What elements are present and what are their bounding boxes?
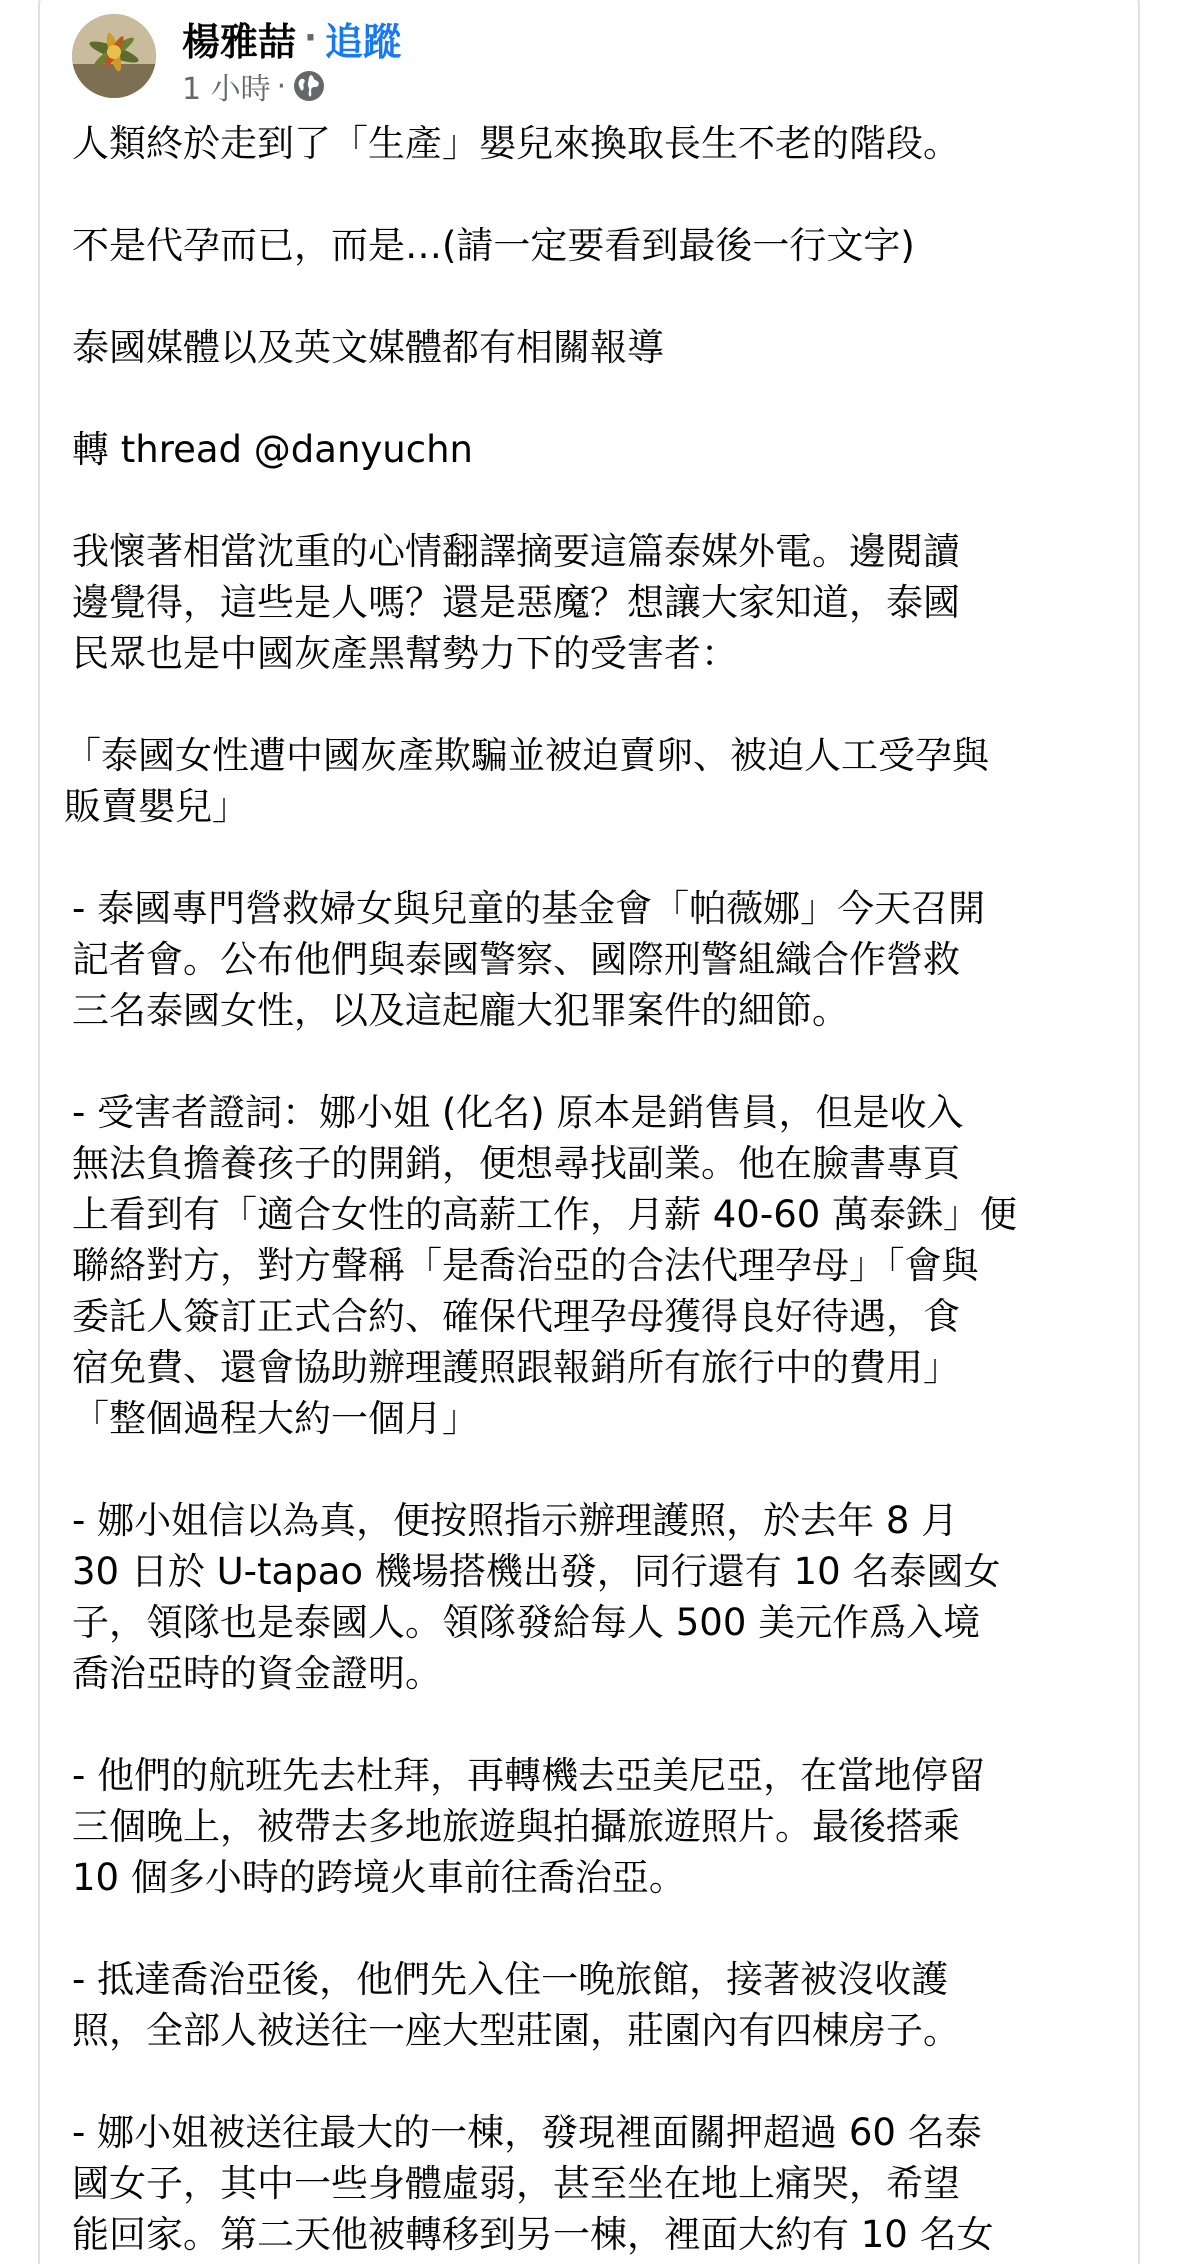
author-avatar[interactable] (72, 14, 156, 98)
post-paragraph: - 他們的航班先去杜拜，再轉機去亞美尼亞，在當地停留 三個晚上，被帶去多地旅遊與拍攝旅遊照片。最後搭乘 10 個多小時的跨境火車前往喬治亞。 (72, 1754, 986, 1899)
post-meta (182, 66, 326, 106)
post-paragraph-quote: 「泰國女性遭中國灰產欺騙並被迫賣卵、被迫人工受孕與 販賣嬰兒」 (64, 734, 989, 828)
meta-separator-dot: · (276, 68, 287, 104)
author-name[interactable]: 楊雅喆 (182, 19, 297, 64)
post-paragraph: 轉 thread @danyuchn (72, 428, 474, 471)
post-header (72, 14, 1112, 107)
author-row (182, 14, 401, 62)
post-paragraph: - 娜小姐被送往最大的一棟，發現裡面關押超過 60 名泰 國女子，其中一些身體虛弱，甚至坐在地上痛哭，希望 能回家。第二天他被轉移到另一棟，裡面大約有 10 名女 (72, 2111, 994, 2256)
follow-button[interactable]: 追蹤 (324, 19, 401, 64)
post-paragraph: - 抵達喬治亞後，他們先入住一晚旅館，接著被沒收護 照，全部人被送往一座大型莊園，莊園內有四棟房子。 (72, 1958, 960, 2052)
globe-icon[interactable] (292, 69, 326, 103)
avatar-flower-image (72, 14, 156, 98)
post-paragraph: 我懷著相當沈重的心情翻譯摘要這篇泰媒外電。邊閱讀 邊覺得，這些是人嗎？還是惡魔？想讓大家知道，泰國 民眾也是中國灰產黑幫勢力下的受害者： (72, 530, 960, 675)
post-paragraph: 不是代孕而已，而是…(請一定要看到最後一行文字) (72, 224, 915, 267)
separator-dot: · (304, 18, 317, 58)
post-body (64, 118, 1112, 2264)
post-timestamp[interactable]: 1 小時 (182, 72, 271, 107)
post-paragraph: - 娜小姐信以為真，便按照指示辦理護照，於去年 8 月 30 日於 U-tapao 機場搭機出發，同行還有 10 名泰國女 子，領隊也是泰國人。領隊發給每人 500 美元作爲入境 喬治亞時的資金證明。 (72, 1499, 1001, 1695)
post-paragraph: 人類終於走到了「生產」嬰兒來換取長生不老的階段。 (72, 122, 960, 165)
post-paragraph: - 泰國專門營救婦女與兒童的基金會「帕薇娜」今天召開 記者會。公布他們與泰國警察、國際刑警組織合作營救 三名泰國女性，以及這起龐大犯罪案件的細節。 (72, 887, 986, 1032)
post-paragraph: - 受害者證詞：娜小姐 (化名) 原本是銷售員，但是收入 無法負擔養孩子的開銷，便想尋找副業。他在臉書專頁 上看到有「適合女性的高薪工作，月薪 40-60 萬泰銖」便 聯絡對方，對方聲稱「是喬治亞的合法代理孕母」「會與 委託人簽訂正式合約、確保代理孕母獲得良好待遇，食 宿免費、還會協助辦理護照跟報銷所有旅行中的費用」 「整個過程大約一個月」 (72, 1091, 1018, 1440)
post-paragraph: 泰國媒體以及英文媒體都有相關報導 (72, 326, 664, 369)
